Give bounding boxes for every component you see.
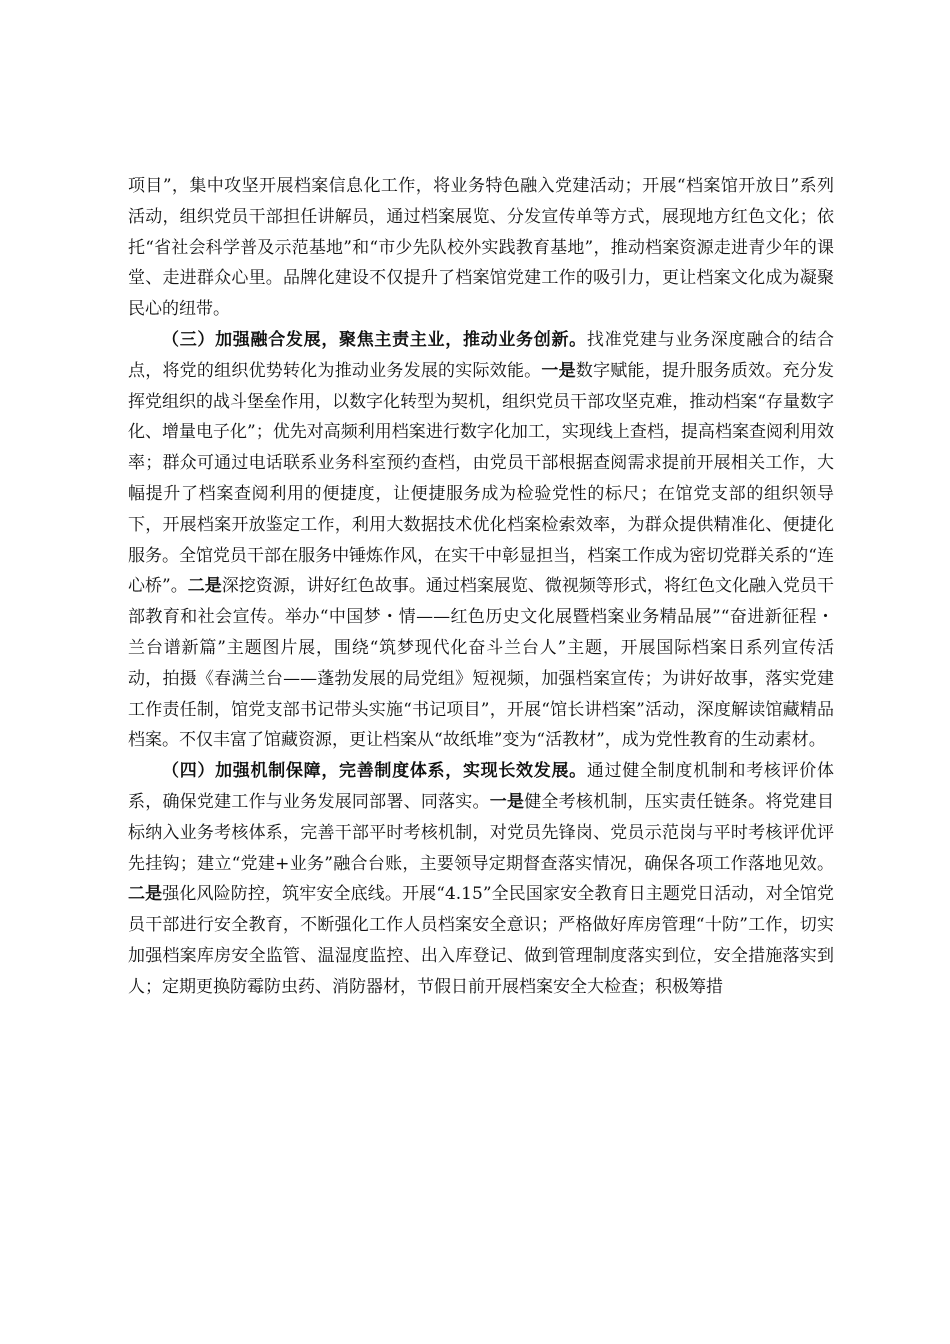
paragraph-3-text-a: 通过健全制度机制和考核评价体系，确保党建工作与业务发展同部署、同落实。	[128, 761, 835, 812]
document-body	[128, 171, 834, 1003]
point-two-label: 二是	[187, 576, 222, 597]
paragraph-1-text: 项目”，集中攻坚开展档案信息化工作，将业务特色融入党建活动；开展“档案馆开放日”系列活动，组织党员干部担任讲解员，通过档案展览、分发宣传单等方式，展现地方红色文化；依托“省社会科学普及示范基地”和“市少先队校外实践教育基地”，推动档案资源走进青少年的课堂、走进群众心里。品牌化建设不仅提升了档案馆党建工作的吸引力，更让档案文化成为凝聚民心的纽带。	[128, 176, 834, 320]
point-one-label: 一是	[489, 791, 525, 812]
paragraph-2-text-b: 数字赋能，提升服务质效。充分发挥党组织的战斗堡垒作用，以数字化转型为契机，组织党员干部攻坚克难，推动档案“存量数字化、增量电子化”；优先对高频利用档案进行数字化加工，实现线上查档，提高档案查阅利用效率；群众可通过电话联系业务科室预约查档，由党员干部根据查阅需求提前开展相关工作，大幅提升了档案查阅利用的便捷度，让便捷服务成为检验党性的标尺；在馆党支部的组织领导下，开展档案开放鉴定工作，利用大数据技术优化档案检索效率，为群众提供精准化、便捷化服务。全馆党员干部在服务中锤炼作风，在实干中彰显担当，档案工作成为密切党群关系的“连心桥”。	[128, 360, 835, 597]
point-one-label: 一是	[541, 360, 576, 381]
section-4-heading: （四）加强机制保障，完善制度体系，实现长效发展。	[162, 761, 587, 782]
paragraph-3-text-b: 健全考核机制，压实责任链条。将党建目标纳入业务考核体系，完善干部平时考核机制，对党员先锋岗、党员示范岗与平时考核评优评先挂钩；建立“党建+业务”融合台账，主要领导定期督查落实情况，确保各项工作落地见效。	[128, 791, 835, 874]
paragraph-3-text-c: 强化风险防控，筑牢安全底线。开展“4.15”全民国家安全教育日主题党日活动，对全馆党员干部进行安全教育，不断强化工作人员档案安全意识；严格做好库房管理“十防”工作，切实加强档案库房安全监管、温湿度监控、出入库登记、做到管理制度落实到位，安全措施落实到人；定期更换防霉防虫药、消防器材，节假日前开展档案安全大检查；积极筹措	[128, 884, 835, 997]
paragraph-1	[128, 171, 834, 325]
section-3-heading: （三）加强融合发展，聚焦主责主业，推动业务创新。	[162, 329, 587, 350]
paragraph-2-text-c: 深挖资源，讲好红色故事。通过档案展览、微视频等形式，将红色文化融入党员干部教育和社会宣传。举办“中国梦・情——红色历史文化展暨档案业务精品展”“奋进新征程・兰台谱新篇”主题图片展，围绕“筑梦现代化奋斗兰台人”主题，开展国际档案日系列宣传活动，拍摄《春满兰台——蓬勃发展的局党组》短视频，加强档案宣传；为讲好故事，落实党建工作责任制，馆党支部书记带头实施“书记项目”，开展“馆长讲档案”活动，深度解读馆藏精品档案。不仅丰富了馆藏资源，更让档案从“故纸堆”变为“活教材”，成为党性教育的生动素材。	[128, 576, 835, 751]
point-two-label: 二是	[128, 884, 163, 905]
paragraph-2-text-a: 找准党建与业务深度融合的结合点，将党的组织优势转化为推动业务发展的实际效能。	[128, 329, 835, 381]
paragraph-2	[128, 325, 834, 756]
paragraph-3	[128, 756, 834, 1002]
